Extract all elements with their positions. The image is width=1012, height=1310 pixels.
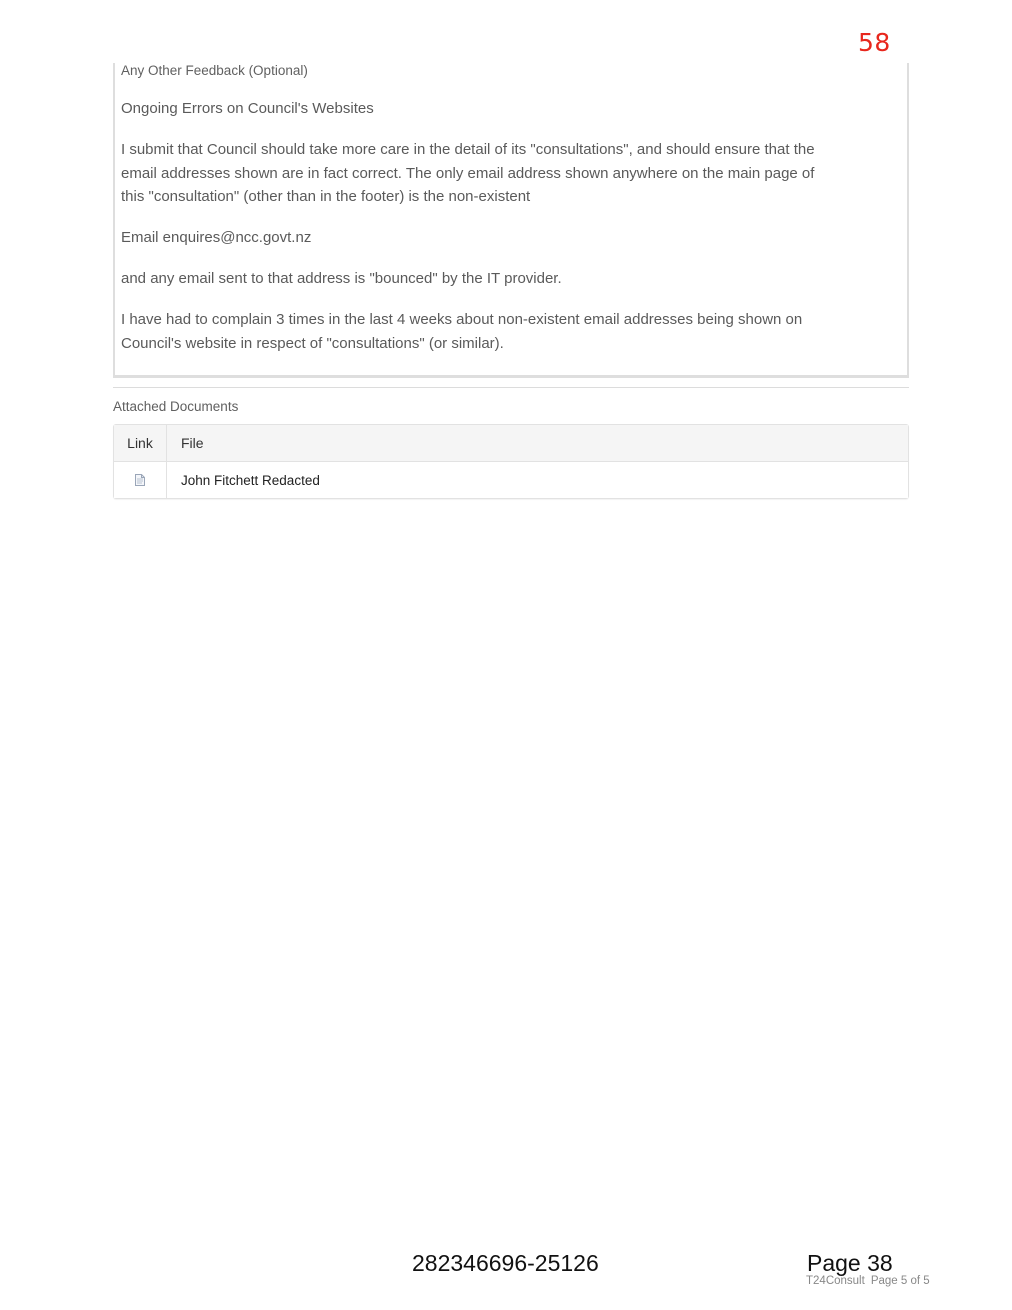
attached-documents-table <box>113 424 909 499</box>
document-link[interactable] <box>114 462 167 498</box>
feedback-paragraph: I submit that Council should take more care in the detail of its "consultations", and should ensure that the email addresses shown are in fact correct. The only email address shown anywhere on the main page of this "consultation" (other than in the footer) is the non-existent <box>121 141 815 205</box>
feedback-paragraph: Ongoing Errors on Council's Websites <box>121 100 374 117</box>
feedback-panel <box>113 63 909 378</box>
footer-source-name: T24Consult <box>806 1275 865 1287</box>
footer-document-id: 282346696-25126 <box>412 1250 599 1276</box>
footer-source-page: Page 5 of 5 <box>870 1275 930 1287</box>
section-divider <box>113 387 909 388</box>
column-header-file: File <box>181 435 204 451</box>
footer-source <box>806 1275 930 1287</box>
feedback-paragraph: and any email sent to that address is "bounced" by the IT provider. <box>121 270 562 287</box>
feedback-text <box>121 97 831 373</box>
feedback-paragraph: Email enquires@ncc.govt.nz <box>121 229 312 246</box>
attached-documents-title: Attached Documents <box>113 399 239 414</box>
feedback-label: Any Other Feedback (Optional) <box>121 63 308 78</box>
page-stamp-number: 58 <box>858 28 891 57</box>
table-row <box>114 462 908 498</box>
feedback-paragraph: I have had to complain 3 times in the last 4 weeks about non-existent email addresses being shown on Council's website in respect of "consultations" (or similar). <box>121 311 803 352</box>
document-icon[interactable] <box>135 474 145 486</box>
table-header <box>114 425 908 462</box>
footer-page-label: Page 38 <box>807 1250 893 1276</box>
column-header-link: Link <box>114 425 167 461</box>
document-file-name[interactable]: John Fitchett Redacted <box>181 472 320 488</box>
